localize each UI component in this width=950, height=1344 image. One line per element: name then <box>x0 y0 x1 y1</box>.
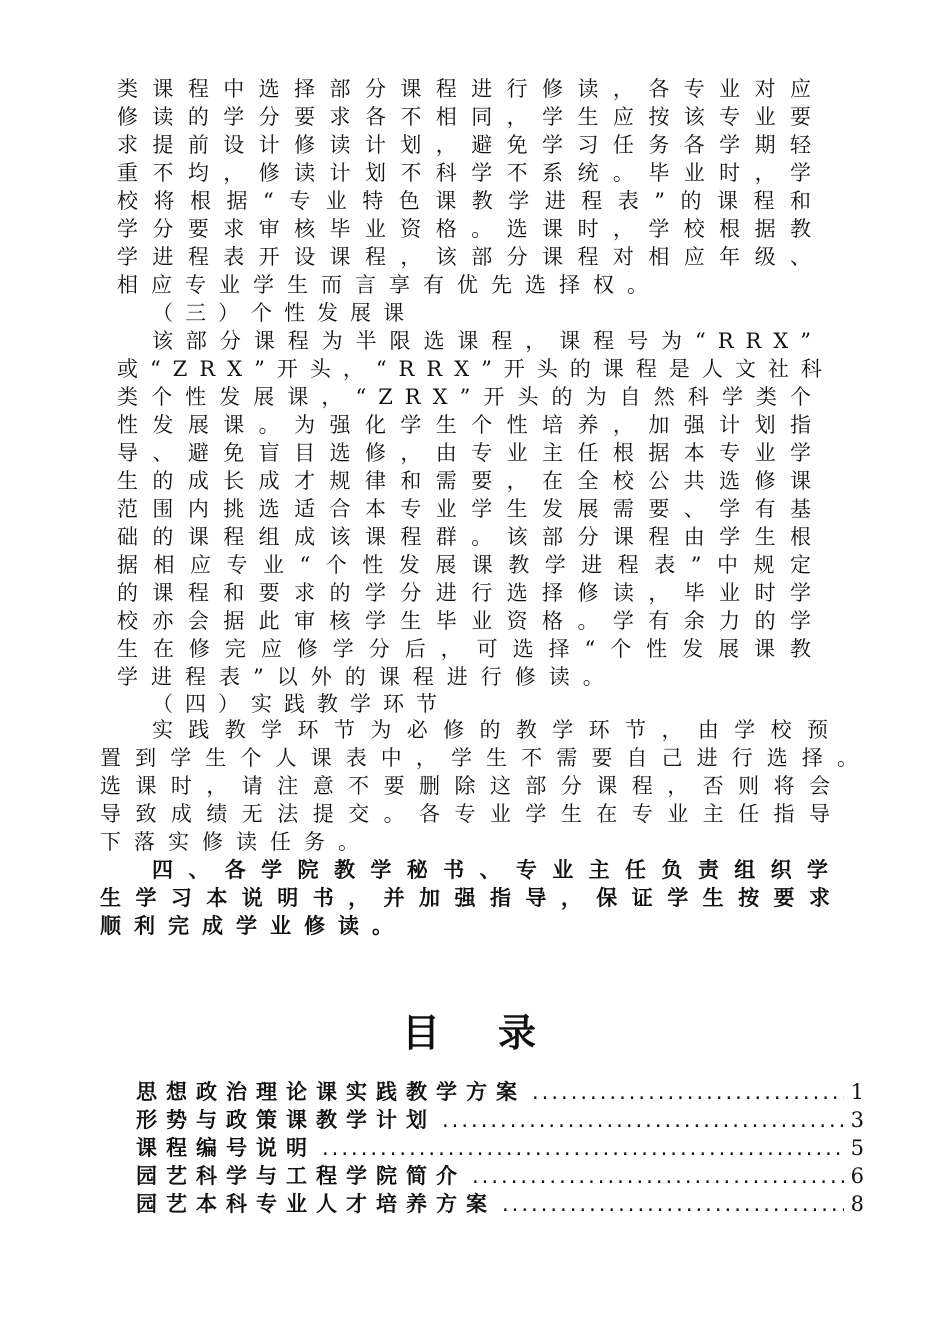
toc-entry[interactable] <box>136 1134 864 1162</box>
paragraph-line: 置到学生个人课表中，学生不需要自己进行选择。 <box>100 746 868 770</box>
paragraph-line: 类个性发展课，“ZRX”开头的为自然科学类个 <box>117 385 823 409</box>
paragraph-line: 导、避免盲目选修，由专业主任根据本专业学 <box>117 441 823 465</box>
paragraph-line: 相应专业学生而言享有优先选择权。 <box>117 273 661 297</box>
paragraph-line: 据相应专业“个性发展课教学进程表”中规定 <box>117 553 823 577</box>
toc-leader-dots <box>442 1106 844 1134</box>
paragraph-line: 下落实修读任务。 <box>100 830 372 854</box>
toc-entry[interactable] <box>136 1106 864 1134</box>
toc-leader-dots <box>322 1134 844 1162</box>
toc-entry[interactable] <box>136 1190 864 1218</box>
paragraph-line: 或“ZRX”开头，“RRX”开头的课程是人文社科 <box>117 357 834 381</box>
paragraph-line: 性发展课。为强化学生个性培养，加强计划指 <box>117 413 823 437</box>
section-heading: （四）实践教学环节 <box>152 692 449 716</box>
toc-entry-label: 园艺本科专业人才培养方案 <box>136 1192 496 1216</box>
paragraph-line: 础的课程组成该课程群。该部分课程由学生根 <box>117 525 823 549</box>
toc-page-number: 6 <box>850 1164 864 1188</box>
toc-entry-label: 课程编号说明 <box>136 1136 316 1160</box>
paragraph-line: 重不均，修读计划不科学不系统。毕业时，学 <box>117 161 823 185</box>
paragraph-line: 的课程和要求的学分进行选择修读，毕业时学 <box>117 581 823 605</box>
section-heading: （三）个性发展课 <box>152 301 416 325</box>
bold-paragraph-line: 顺利完成学业修读。 <box>100 914 406 938</box>
toc-leader-dots <box>502 1190 844 1218</box>
toc-leader-dots <box>472 1162 844 1190</box>
toc-page-number: 1 <box>850 1080 864 1104</box>
paragraph-line: 生的成长成才规律和需要，在全校公共选修课 <box>117 469 823 493</box>
paragraph-line: 求提前设计修读计划，避免学习任务各学期轻 <box>117 133 823 157</box>
paragraph-line: 校亦会据此审核学生毕业资格。学有余力的学 <box>117 609 823 633</box>
toc-entry-label: 形势与政策课教学计划 <box>136 1108 436 1132</box>
paragraph-line: 类课程中选择部分课程进行修读，各专业对应 <box>117 77 823 101</box>
paragraph-line: 修读的学分要求各不相同，学生应按该专业要 <box>117 105 823 129</box>
paragraph-line: 范围内挑选适合本专业学生发展需要、学有基 <box>117 497 823 521</box>
paragraph-line: 学进程表”以外的课程进行修读。 <box>117 665 617 689</box>
paragraph-line: 选课时，请注意不要删除这部分课程，否则将会 <box>100 774 840 798</box>
paragraph-line: 实践教学环节为必修的教学环节，由学校预 <box>152 718 840 742</box>
toc-entry[interactable] <box>136 1078 864 1106</box>
toc-entry-label: 园艺科学与工程学院简介 <box>136 1164 466 1188</box>
toc-entry-label: 思想政治理论课实践教学方案 <box>136 1080 526 1104</box>
paragraph-line: 导致成绩无法提交。各专业学生在专业主任指导 <box>100 802 840 826</box>
toc-title: 目录 <box>402 1011 595 1055</box>
bold-paragraph-line: 生学习本说明书，并加强指导，保证学生按要求 <box>100 886 840 910</box>
paragraph-line: 学进程表开设课程，该部分课程对相应年级、 <box>117 245 823 269</box>
paragraph-line: 该部分课程为半限选课程，课程号为“RRX” <box>152 329 823 353</box>
paragraph-line: 学分要求审核毕业资格。选课时，学校根据教 <box>117 217 823 241</box>
paragraph-line: 生在修完应修学分后，可选择“个性发展课教 <box>117 637 823 661</box>
toc-page-number: 8 <box>850 1192 864 1216</box>
paragraph-line: 校将根据“专业特色课教学进程表”的课程和 <box>117 189 823 213</box>
bold-paragraph-line: 四、各学院教学秘书、专业主任负责组织学 <box>152 858 840 882</box>
toc-page-number: 5 <box>850 1136 864 1160</box>
toc-page-number: 3 <box>850 1108 864 1132</box>
toc-leader-dots <box>532 1078 844 1106</box>
toc-entry[interactable] <box>136 1162 864 1190</box>
